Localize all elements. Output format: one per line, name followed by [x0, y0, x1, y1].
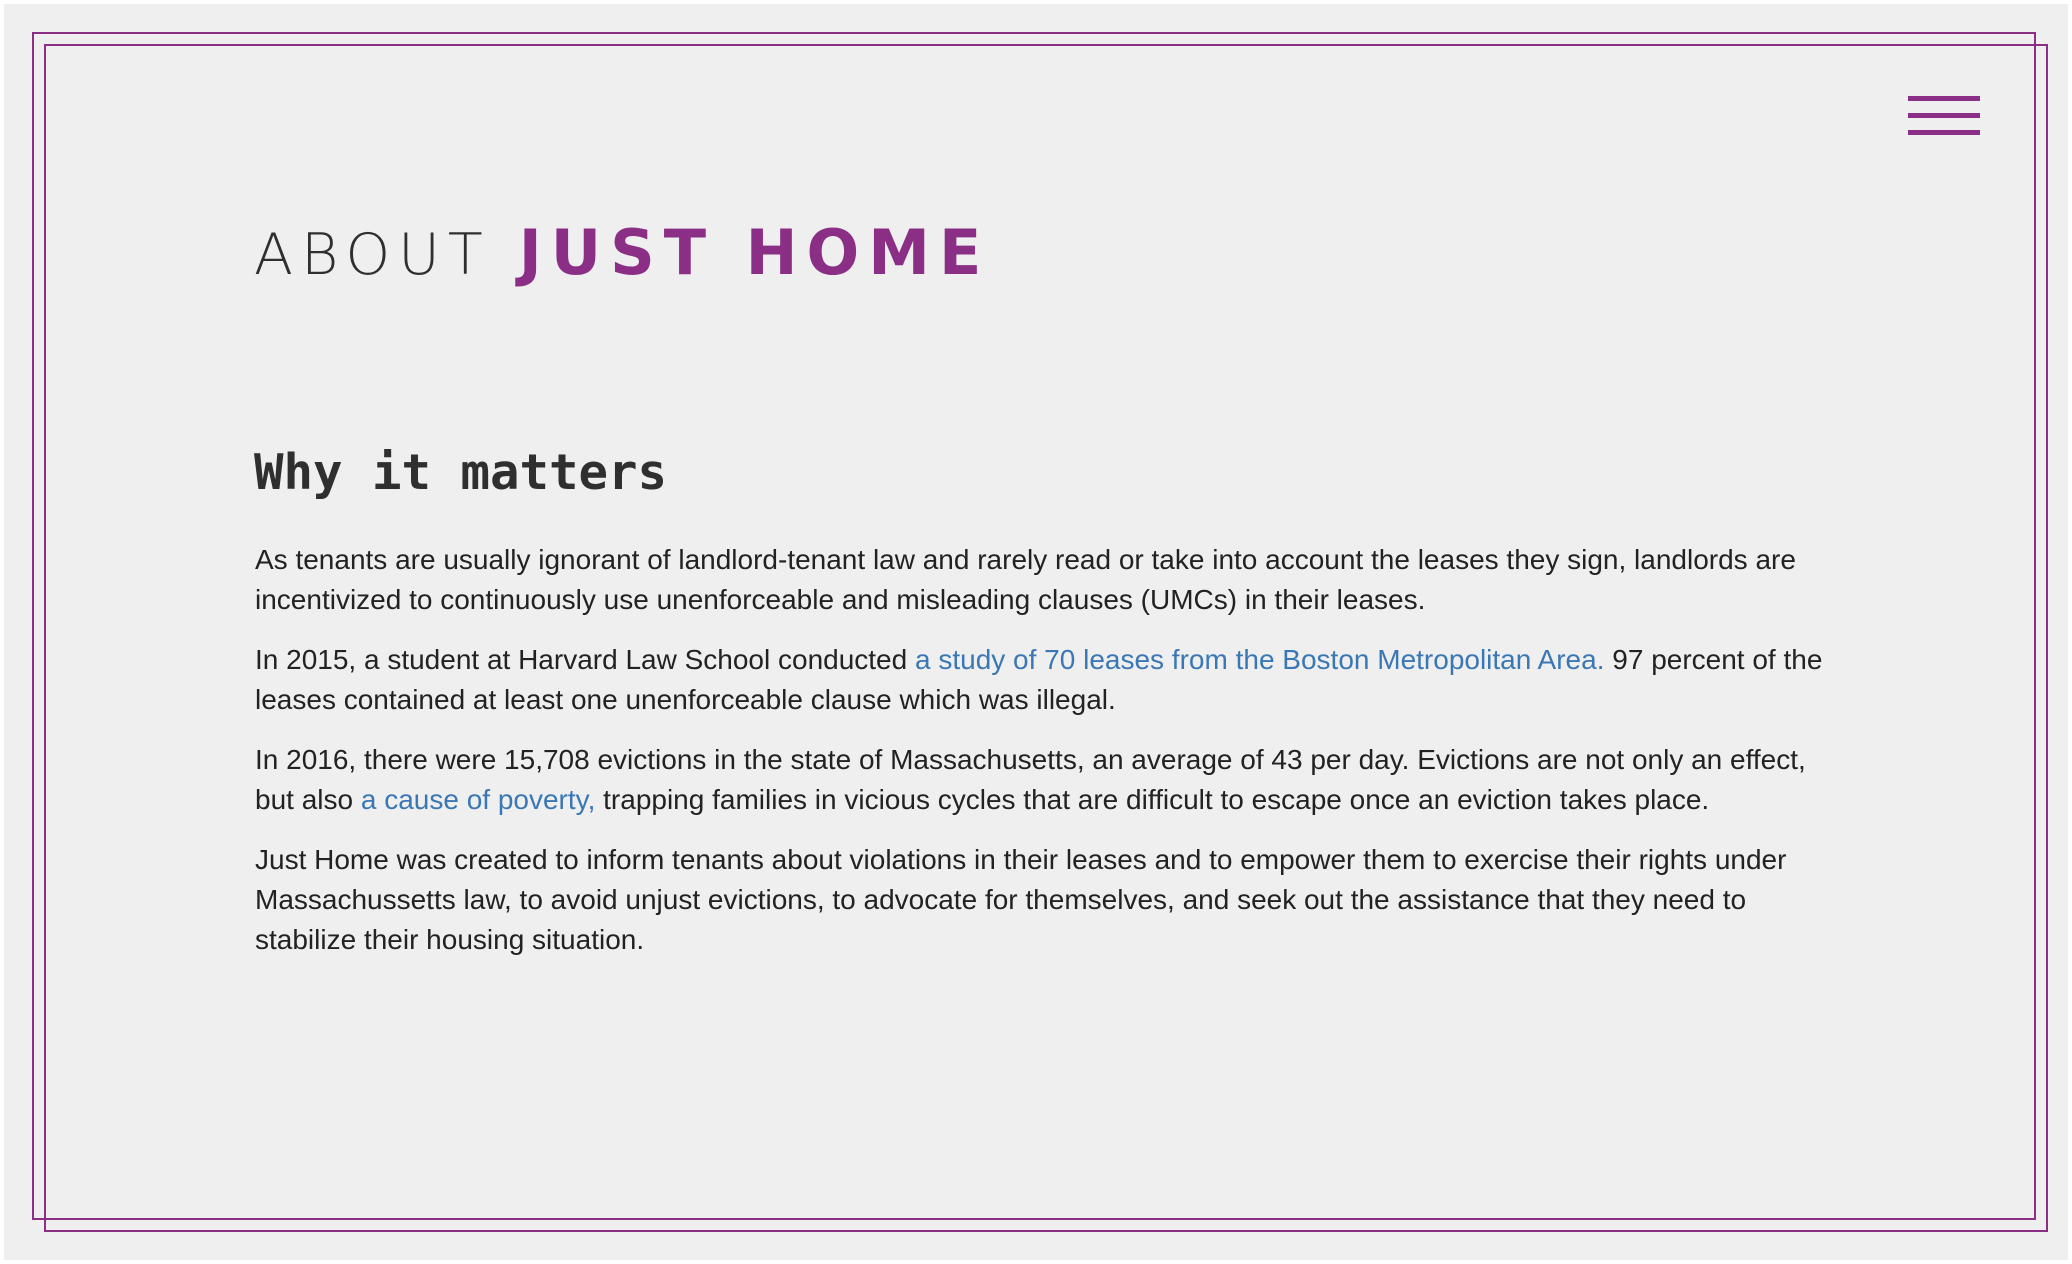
- menu-bar: [1908, 130, 1980, 135]
- paragraph-evictions: [255, 740, 1830, 820]
- paragraph-mission: Just Home was created to inform tenants about violations in their leases and to empower them to exercise their rights under Massachussetts law, to avoid unjust evictions, to advocate for themselves, and seek out the assistance that they need to stabilize their housing situation.: [255, 844, 1787, 955]
- paragraph-text: 97 percent of the leases contained at least one unenforceable clause which was illegal.: [255, 644, 1823, 715]
- paragraph-umcs: As tenants are usually ignorant of landlord-tenant law and rarely read or take into account the leases they sign, landlords are incentivized to continuously use unenforceable and misleading clauses (UMCs) in their leases.: [255, 544, 1796, 615]
- cause-of-poverty-link[interactable]: a cause of poverty,: [360, 784, 596, 815]
- paragraph-text: In 2016, there were 15,708 evictions in the state of Massachusetts, an average of 43 per day. Evictions are not only an effect, but also: [255, 744, 1806, 815]
- paragraph-text: trapping families in vicious cycles that are difficult to escape once an eviction takes place.: [595, 784, 1710, 815]
- lease-study-link[interactable]: a study of 70 leases from the Boston Metropolitan Area.: [914, 644, 1605, 675]
- page-title: [254, 216, 991, 289]
- menu-bar: [1908, 96, 1980, 101]
- page-title-about: ABOUT: [254, 222, 491, 288]
- page: [4, 4, 2068, 1260]
- paragraph-harvard-study: [255, 640, 1830, 720]
- hamburger-menu-icon[interactable]: [1908, 94, 1980, 140]
- section-body: [255, 540, 1830, 980]
- menu-bar: [1908, 113, 1980, 118]
- section-heading: Why it matters: [254, 444, 668, 501]
- paragraph-text: In 2015, a student at Harvard Law School conducted: [255, 644, 915, 675]
- page-title-brand: JUST HOME: [518, 216, 991, 289]
